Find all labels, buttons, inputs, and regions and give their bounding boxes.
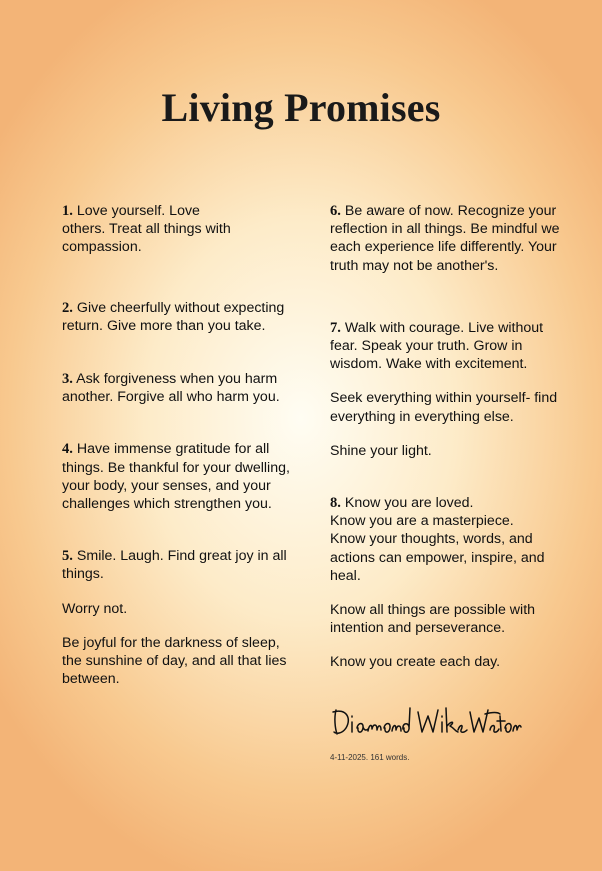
promise-2-text: Give cheerfully without expecting return. Give more than you take. xyxy=(62,299,285,334)
page-title: Living Promises xyxy=(161,85,441,130)
promise-4-number: 4. xyxy=(62,441,73,458)
promise-5-worry: Worry not. xyxy=(62,600,128,617)
promise-7-shine: Shine your light. xyxy=(330,442,432,459)
promise-5-joyful: Be joyful for the darkness of sleep, the sunshine of day, and all that lies between. xyxy=(62,634,287,688)
promise-5-text: Smile. Laugh. Find great joy in all things. xyxy=(62,548,287,583)
promise-8-number: 8. xyxy=(330,495,341,512)
promise-8-possible: Know all things are possible with intention and perseverance. xyxy=(330,602,536,637)
promise-4-text: Have immense gratitude for all things. Be thankful for your dwelling, your body, your senses, and your challenges which strengthen you. xyxy=(62,441,290,513)
promise-4 xyxy=(62,440,294,513)
promise-7-seek: Seek everything within yourself- find everything in everything else. xyxy=(330,390,558,425)
promise-7 xyxy=(330,319,562,460)
promise-3-text: Ask forgiveness when you harm another. Forgive all who harm you. xyxy=(62,371,280,406)
promise-3-number: 3. xyxy=(62,371,73,388)
promise-6-text: Be aware of now. Recognize your reflection in all things. Be mindful we each experience life differently. Your truth may not be another's. xyxy=(330,203,560,274)
promise-1-rest: others. Treat all things with compassion. xyxy=(62,221,231,256)
promise-8-thoughts: Know your thoughts, words, and actions can empower, inspire, and heal. xyxy=(330,531,545,584)
promise-7-text: Walk with courage. Live without fear. Speak your truth. Grow in wisdom. Wake with excitement. xyxy=(330,319,544,373)
promise-2 xyxy=(62,299,294,335)
footer-date-wordcount: 4-11-2025. 161 words. xyxy=(330,753,410,762)
promise-6 xyxy=(330,202,562,275)
promise-8-loved: Know you are loved. xyxy=(344,495,474,512)
promise-1-line1: Love yourself. Love xyxy=(76,203,200,219)
promise-2-number: 2. xyxy=(62,299,73,316)
promise-6-number: 6. xyxy=(330,203,341,219)
promise-1-number: 1. xyxy=(62,203,73,219)
promise-1 xyxy=(62,202,294,257)
promise-5 xyxy=(62,547,294,688)
signature xyxy=(330,700,522,746)
promise-5-number: 5. xyxy=(62,548,73,565)
promise-8 xyxy=(330,494,562,672)
promise-7-number: 7. xyxy=(330,319,341,336)
promise-8-masterpiece: Know you are a masterpiece. xyxy=(330,513,514,530)
promise-3 xyxy=(62,370,294,406)
promise-8-create: Know you create each day. xyxy=(330,654,501,671)
right-column xyxy=(330,202,562,672)
left-column xyxy=(62,202,294,688)
signature-drawing xyxy=(330,700,522,746)
